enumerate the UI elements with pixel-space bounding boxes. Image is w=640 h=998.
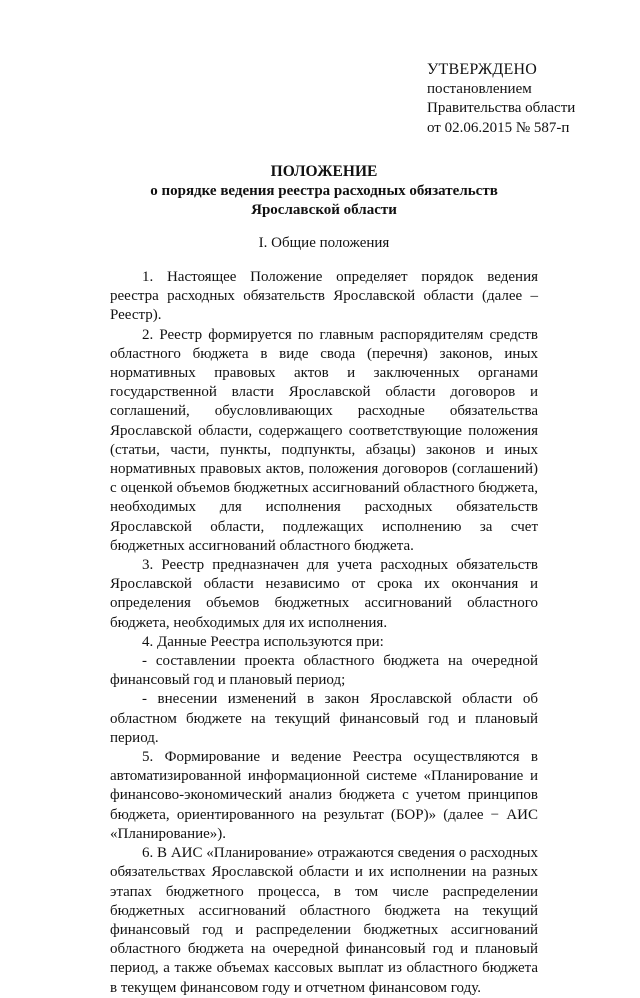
paragraph-4-item-1: - составлении проекта областного бюджета на очередной финансовый год и плановый период; [110, 653, 538, 689]
paragraph-4-item-2: - внесении изменений в закон Ярославской области об областном бюджете на текущий финансовый год и плановый период. [110, 691, 538, 746]
document-body [110, 268, 538, 998]
paragraph-6: 6. В АИС «Планирование» отражаются сведения о расходных обязательствах Ярославской области и их исполнении на разных этапах бюджетного процесса, в том числе распределении бюджетных ассигнований областного бюджета на текущий финансовый год и распределении бюджетных ассигнований областного бюджета на очередной финансовый год и плановый период, а также объемах кассовых выплат из областного бюджета в текущем финансовом году и отчетном финансовом году. [110, 845, 538, 996]
paragraph-1: 1. Настоящее Положение определяет порядок ведения реестра расходных обязательств Ярославской области (далее – Реестр). [110, 269, 538, 324]
approval-stamp [427, 60, 575, 138]
document-title-main: ПОЛОЖЕНИЕ [270, 163, 378, 180]
approval-line-1: постановлением [427, 80, 532, 97]
paragraph-5: 5. Формирование и ведение Реестра осуществляются в автоматизированной информационной системе «Планирование и финансово-экономический анализ бюджета с учетом принципов бюджета, ориентированного на результат (БОР)» (далее − АИС «Планирование»). [110, 749, 538, 842]
approval-date-number: от 02.06.2015 № 587-п [427, 119, 570, 136]
paragraph-3: 3. Реестр предназначен для учета расходных обязательств Ярославской области независимо от срока их окончания и определения объемов бюджетных ассигнований областного бюджета, необходимых для их исполнения. [110, 557, 538, 631]
approval-heading: УТВЕРЖДЕНО [427, 61, 538, 78]
section-heading: I. Общие положения [258, 235, 390, 251]
approval-line-2: Правительства области [427, 100, 576, 116]
document-title [110, 162, 538, 221]
paragraph-2: 2. Реестр формируется по главным распорядителям средств областного бюджета в виде свода (перечня) законов, иных нормативных правовых актов и заключенных органами государственной власти Ярославской области договоров и соглашений, обусловливающих расходные обязательства Ярославской области, содержащего соответствующие положения (статьи, части, пункты, подпункты, абзацы) законов и иных нормативных правовых актов, положения договоров (соглашений) с оценкой объемов бюджетных ассигнований областного бюджета, необходимых для исполнения расходных обязательств Ярославской области, подлежащих исполнению за счет бюджетных ассигнований областного бюджета. [110, 326, 538, 554]
paragraph-4: 4. Данные Реестра используются при: [142, 633, 384, 650]
document-title-subtitle: о порядке ведения реестра расходных обязательств Ярославской области [150, 182, 498, 218]
